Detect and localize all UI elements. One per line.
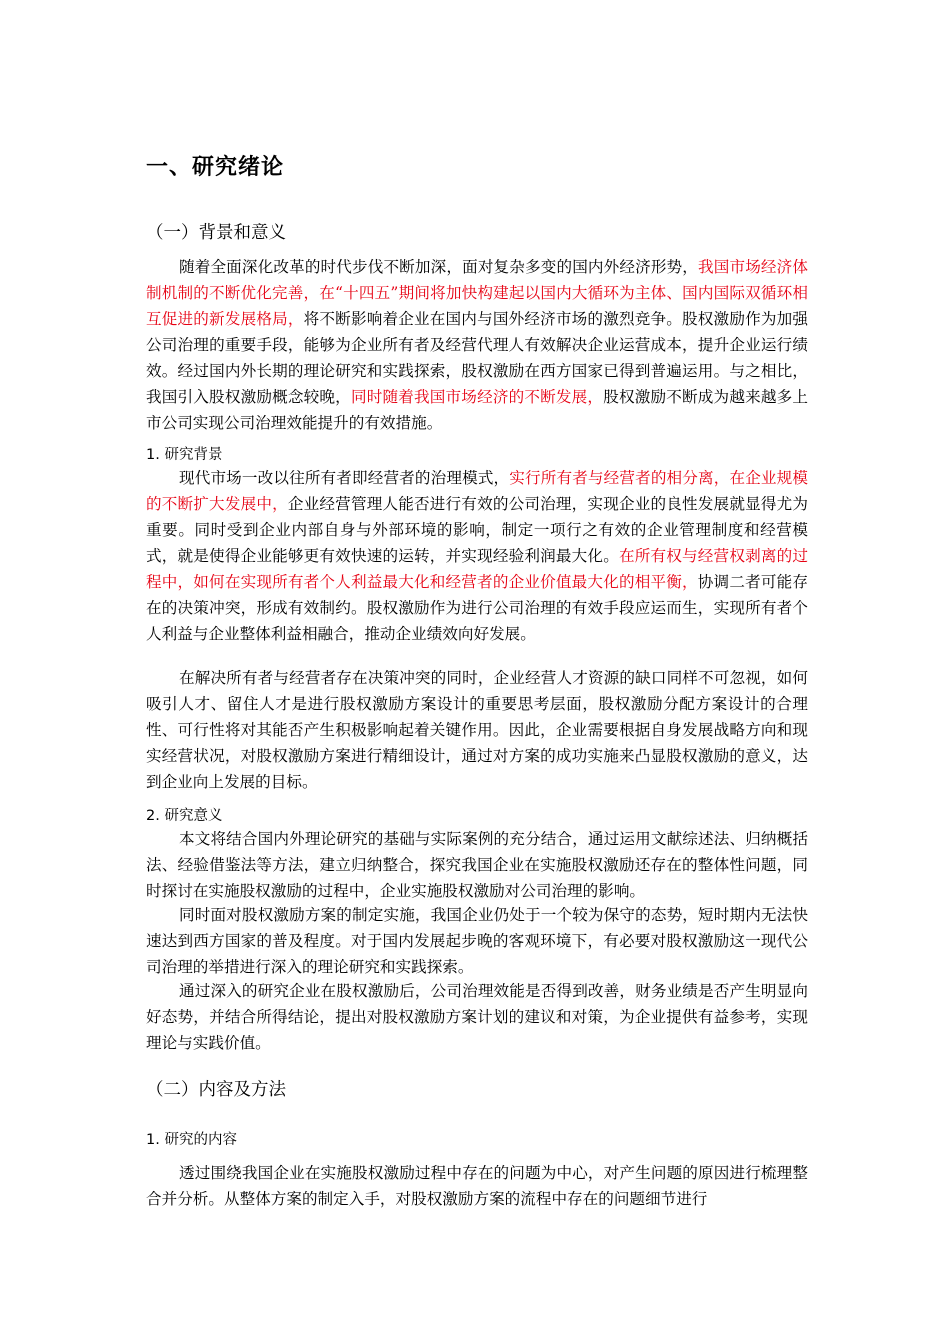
heading-research-significance: 2. 研究意义	[146, 808, 223, 824]
significance-paragraph-3: 通过深入的研究企业在股权激励后，公司治理效能是否得到改善，财务业绩是否产生明显向好态势，并结合所得结论，提出对股权激励方案计划的建议和对策，为企业提供有益参考，实现理论与实践价值。	[146, 982, 808, 1052]
heading-research-background: 1. 研究背景	[146, 447, 223, 463]
highlighted-text: 实行所有者与经营者的相分离，在企业规模的不断扩大发展中，	[146, 469, 808, 513]
intro-paragraph	[146, 254, 808, 436]
heading-research-content: 1. 研究的内容	[146, 1132, 237, 1148]
section-title: 一、研究绪论	[146, 155, 285, 180]
body-text: 协调二者可能存在的决策冲突，形成有效制约。股权激励作为进行公司治理的有效手段应运而生，实现所有者个人利益与企业整体利益相融合，推动企业绩效向好发展。	[146, 573, 808, 643]
highlighted-text: 在所有权与经营权剥离的过程中，如何在实现所有者个人利益最大化和经营者的企业价值最大化的相平衡，	[146, 547, 808, 591]
body-text: 现代市场一改以往所有者即经营者的治理模式，	[179, 469, 510, 487]
body-text: 股权激励不断成为越来越多上市公司实现公司治理效能提升的有效措施。	[146, 388, 808, 432]
body-text: 将不断影响着企业在国内与国外经济市场的激烈竞争。股权激励作为加强公司治理的重要手段，能够为企业所有者及经营代理人有效解决企业运营成本，提升企业运行绩效。经过国内外长期的理论研究和实践探索，股权激励在西方国家已得到普遍运用。与之相比，我国引入股权激励概念较晚，	[146, 310, 808, 406]
subsection-title-background: （一）背景和意义	[146, 223, 286, 243]
background-paragraph-1	[146, 465, 808, 647]
significance-paragraph-2: 同时面对股权激励方案的制定实施，我国企业仍处于一个较为保守的态势，短时期内无法快速达到西方国家的普及程度。对于国内发展起步晚的客观环境下，有必要对股权激励这一现代公司治理的举措进行深入的理论研究和实践探索。	[146, 906, 808, 976]
highlighted-text: 我国市场经济体制机制的不断优化完善，在“十四五”期间将加快构建起以国内大循环为主体、国内国际双循环相互促进的新发展格局，	[146, 258, 808, 328]
body-text: 企业经营管理人能否进行有效的公司治理，实现企业的良性发展就显得尤为重要。同时受到企业内部自身与外部环境的影响，制定一项行之有效的企业管理制度和经营模式，就是使得企业能够更有效快速的运转，并实现经验利润最大化。	[146, 495, 808, 565]
body-text: 随着全面深化改革的时代步伐不断加深，面对复杂多变的国内外经济形势，	[179, 258, 699, 276]
highlighted-text: 同时随着我国市场经济的不断发展，	[350, 388, 604, 406]
background-paragraph-2: 在解决所有者与经营者存在决策冲突的同时，企业经营人才资源的缺口同样不可忽视，如何吸引人才、留住人才是进行股权激励方案设计的重要思考层面，股权激励分配方案设计的合理性、可行性将对其能否产生积极影响起着关键作用。因此，企业需要根据自身发展战略方向和现实经营状况，对股权激励方案进行精细设计，通过对方案的成功实施来凸显股权激励的意义，达到企业向上发展的目标。	[146, 669, 808, 791]
content-paragraph-1: 透过围绕我国企业在实施股权激励过程中存在的问题为中心，对产生问题的原因进行梳理整合并分析。从整体方案的制定入手，对股权激励方案的流程中存在的问题细节进行	[146, 1164, 808, 1208]
subsection-title-content-methods: （二）内容及方法	[146, 1080, 286, 1100]
significance-paragraph-1: 本文将结合国内外理论研究的基础与实际案例的充分结合，通过运用文献综述法、归纳概括法、经验借鉴法等方法，建立归纳整合，探究我国企业在实施股权激励还存在的整体性问题，同时探讨在实施股权激励的过程中，企业实施股权激励对公司治理的影响。	[146, 830, 808, 900]
